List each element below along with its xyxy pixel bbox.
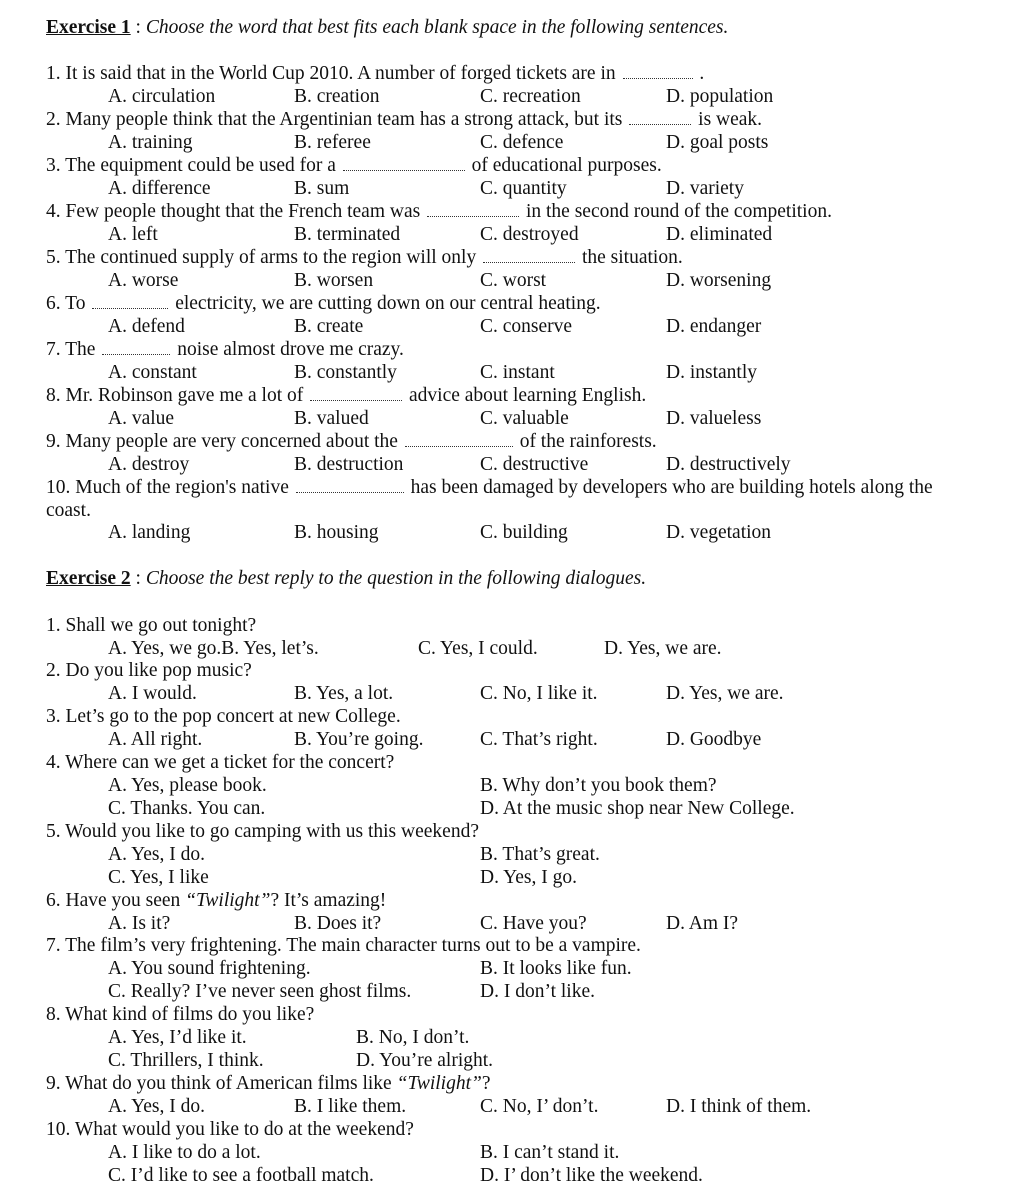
ex1-q8-option-c[interactable]: C. valuable [480, 408, 569, 429]
ex1-q9-option-c[interactable]: C. destructive [480, 454, 589, 475]
ex2-q4-option-d[interactable]: D. At the music shop near New College. [480, 798, 795, 819]
ex1-q6-option-a[interactable]: A. defend [108, 316, 185, 337]
ex1-q4-option-b[interactable]: B. terminated [294, 224, 401, 245]
ex2-question-5: 5. Would you like to go camping with us this weekend? [46, 821, 479, 842]
answer-blank[interactable] [483, 247, 575, 263]
exercise-2-heading [46, 567, 646, 590]
ex1-q1-option-c[interactable]: C. recreation [480, 86, 581, 107]
ex2-q3-option-c[interactable]: C. That’s right. [480, 729, 598, 750]
ex2-q1-options-a-b[interactable]: A. Yes, we go.B. Yes, let’s. [108, 638, 319, 659]
answer-blank[interactable] [405, 431, 513, 447]
ex1-q10-option-a[interactable]: A. landing [108, 522, 191, 543]
ex2-q2-option-c[interactable]: C. No, I like it. [480, 683, 598, 704]
ex2-q8-option-d[interactable]: D. You’re alright. [356, 1050, 494, 1071]
answer-blank[interactable] [296, 477, 404, 493]
ex2-q5-option-d[interactable]: D. Yes, I go. [480, 867, 577, 888]
ex2-q4-option-c[interactable]: C. Thanks. You can. [108, 798, 266, 819]
ex1-q10-option-c[interactable]: C. building [480, 522, 568, 543]
ex1-q10-option-d[interactable]: D. vegetation [666, 522, 772, 543]
ex2-question-10: 10. What would you like to do at the weekend? [46, 1119, 414, 1140]
ex2-question-2: 2. Do you like pop music? [46, 660, 252, 681]
ex2-q5-option-b[interactable]: B. That’s great. [480, 844, 600, 865]
exercise-1-instruction: Choose the word that best fits each blank space in the following sentences. [145, 17, 729, 38]
ex1-q9-option-b[interactable]: B. destruction [294, 454, 404, 475]
ex2-q10-option-d[interactable]: D. I’ don’t like the weekend. [480, 1165, 703, 1186]
ex1-q4-option-a[interactable]: A. left [108, 224, 158, 245]
ex2-q5-option-a[interactable]: A. Yes, I do. [108, 844, 205, 865]
ex2-question-8: 8. What kind of films do you like? [46, 1004, 315, 1025]
exercise-1-heading [46, 16, 728, 39]
ex2-q6-option-c[interactable]: C. Have you? [480, 913, 587, 934]
ex2-q8-option-a[interactable]: A. Yes, I’d like it. [108, 1027, 247, 1048]
ex2-q6-option-a[interactable]: A. Is it? [108, 913, 171, 934]
answer-blank[interactable] [343, 155, 465, 171]
ex1-q5-option-a[interactable]: A. worse [108, 270, 179, 291]
ex1-q5-option-c[interactable]: C. worst [480, 270, 547, 291]
ex1-question-6: 6. To electricity, we are cutting down on our central heating. [46, 293, 601, 314]
ex2-question-7: 7. The film’s very frightening. The main character turns out to be a vampire. [46, 935, 641, 956]
film-title: “Twilight” [185, 890, 271, 911]
ex1-question-4: 4. Few people thought that the French team was in the second round of the competition. [46, 201, 832, 222]
ex2-question-9: 9. What do you think of American films like “Twilight”? [46, 1073, 491, 1094]
ex1-q7-option-c[interactable]: C. instant [480, 362, 555, 383]
answer-blank[interactable] [92, 293, 168, 309]
ex2-q4-option-a[interactable]: A. Yes, please book. [108, 775, 267, 796]
ex1-question-5: 5. The continued supply of arms to the region will only the situation. [46, 247, 683, 268]
ex1-q7-option-b[interactable]: B. constantly [294, 362, 397, 383]
ex1-question-10: 10. Much of the region's native has been damaged by developers who are building hotels along the [46, 477, 933, 498]
answer-blank[interactable] [629, 109, 691, 125]
exercise-1-separator: : [130, 17, 146, 38]
ex1-q6-option-c[interactable]: C. conserve [480, 316, 573, 337]
ex2-question-1: 1. Shall we go out tonight? [46, 615, 257, 636]
ex1-q5-option-b[interactable]: B. worsen [294, 270, 374, 291]
answer-blank[interactable] [623, 63, 693, 79]
ex1-q6-option-b[interactable]: B. create [294, 316, 364, 337]
ex1-question-2: 2. Many people think that the Argentinian team has a strong attack, but its is weak. [46, 109, 763, 130]
film-title: “Twilight” [396, 1073, 482, 1094]
ex1-q8-option-a[interactable]: A. value [108, 408, 175, 429]
answer-blank[interactable] [427, 201, 519, 217]
ex1-question-9: 9. Many people are very concerned about the of the rainforests. [46, 431, 657, 452]
ex2-q7-option-c[interactable]: C. Really? I’ve never seen ghost films. [108, 981, 412, 1002]
ex1-q3-option-c[interactable]: C. quantity [480, 178, 567, 199]
ex2-q6-option-b[interactable]: B. Does it? [294, 913, 382, 934]
ex2-q3-option-d[interactable]: D. Goodbye [666, 729, 762, 750]
ex1-q7-option-a[interactable]: A. constant [108, 362, 197, 383]
ex2-q7-option-b[interactable]: B. It looks like fun. [480, 958, 632, 979]
ex2-q10-option-a[interactable]: A. I like to do a lot. [108, 1142, 261, 1163]
ex2-q6-option-d[interactable]: D. Am I? [666, 913, 739, 934]
ex1-q4-option-c[interactable]: C. destroyed [480, 224, 579, 245]
ex2-question-6: 6. Have you seen “Twilight”? It’s amazing! [46, 890, 387, 911]
ex1-q10-option-b[interactable]: B. housing [294, 522, 379, 543]
ex2-q1-option-d[interactable]: D. Yes, we are. [604, 638, 722, 659]
ex2-question-4: 4. Where can we get a ticket for the concert? [46, 752, 395, 773]
ex1-q7-option-d[interactable]: D. instantly [666, 362, 757, 383]
ex2-q4-option-b[interactable]: B. Why don’t you book them? [480, 775, 717, 796]
exercise-2-label: Exercise 2 [46, 568, 131, 589]
ex2-q9-option-c[interactable]: C. No, I’ don’t. [480, 1096, 599, 1117]
answer-blank[interactable] [102, 339, 170, 355]
ex1-q6-option-d[interactable]: D. endanger [666, 316, 762, 337]
ex2-q9-option-a[interactable]: A. Yes, I do. [108, 1096, 205, 1117]
exercise-1-label: Exercise 1 [46, 17, 131, 38]
ex1-question-1: 1. It is said that in the World Cup 2010. A number of forged tickets are in . [46, 63, 705, 84]
ex2-q2-option-d[interactable]: D. Yes, we are. [666, 683, 784, 704]
ex1-q1-option-b[interactable]: B. creation [294, 86, 380, 107]
ex1-q9-option-a[interactable]: A. destroy [108, 454, 190, 475]
ex2-q2-option-a[interactable]: A. I would. [108, 683, 197, 704]
ex2-q3-option-a[interactable]: A. All right. [108, 729, 203, 750]
ex1-q8-option-b[interactable]: B. valued [294, 408, 369, 429]
answer-blank[interactable] [310, 385, 402, 401]
ex1-question-7: 7. The noise almost drove me crazy. [46, 339, 404, 360]
ex1-q4-option-d[interactable]: D. eliminated [666, 224, 773, 245]
ex1-q9-option-d[interactable]: D. destructively [666, 454, 791, 475]
ex2-question-3: 3. Let’s go to the pop concert at new College. [46, 706, 401, 727]
ex1-q3-option-b[interactable]: B. sum [294, 178, 350, 199]
ex1-q3-option-d[interactable]: D. variety [666, 178, 744, 199]
ex1-q1-option-a[interactable]: A. circulation [108, 86, 216, 107]
ex2-q5-option-c[interactable]: C. Yes, I like [108, 867, 209, 888]
exercise-2-instruction: Choose the best reply to the question in the following dialogues. [145, 568, 647, 589]
ex1-q2-option-d[interactable]: D. goal posts [666, 132, 769, 153]
ex2-q7-option-a[interactable]: A. You sound frightening. [108, 958, 311, 979]
ex1-q2-option-b[interactable]: B. referee [294, 132, 371, 153]
ex1-q8-option-d[interactable]: D. valueless [666, 408, 762, 429]
ex2-q2-option-b[interactable]: B. Yes, a lot. [294, 683, 394, 704]
ex2-q8-option-b[interactable]: B. No, I don’t. [356, 1027, 470, 1048]
ex2-q10-option-c[interactable]: C. I’d like to see a football match. [108, 1165, 374, 1186]
ex1-q10-continuation: coast. [46, 500, 91, 521]
ex2-q3-option-b[interactable]: B. You’re going. [294, 729, 424, 750]
ex2-q10-option-b[interactable]: B. I can’t stand it. [480, 1142, 620, 1163]
ex2-q8-option-c[interactable]: C. Thrillers, I think. [108, 1050, 264, 1071]
ex1-q2-option-a[interactable]: A. training [108, 132, 193, 153]
exercise-2-separator: : [130, 568, 146, 589]
ex1-question-3: 3. The equipment could be used for a of educational purposes. [46, 155, 662, 176]
ex1-q3-option-a[interactable]: A. difference [108, 178, 211, 199]
ex2-q9-option-b[interactable]: B. I like them. [294, 1096, 407, 1117]
ex1-q5-option-d[interactable]: D. worsening [666, 270, 772, 291]
ex2-q1-option-c[interactable]: C. Yes, I could. [418, 638, 538, 659]
ex2-q7-option-d[interactable]: D. I don’t like. [480, 981, 596, 1002]
ex1-q1-option-d[interactable]: D. population [666, 86, 774, 107]
ex1-q2-option-c[interactable]: C. defence [480, 132, 564, 153]
ex2-q9-option-d[interactable]: D. I think of them. [666, 1096, 812, 1117]
ex1-question-8: 8. Mr. Robinson gave me a lot of advice about learning English. [46, 385, 647, 406]
